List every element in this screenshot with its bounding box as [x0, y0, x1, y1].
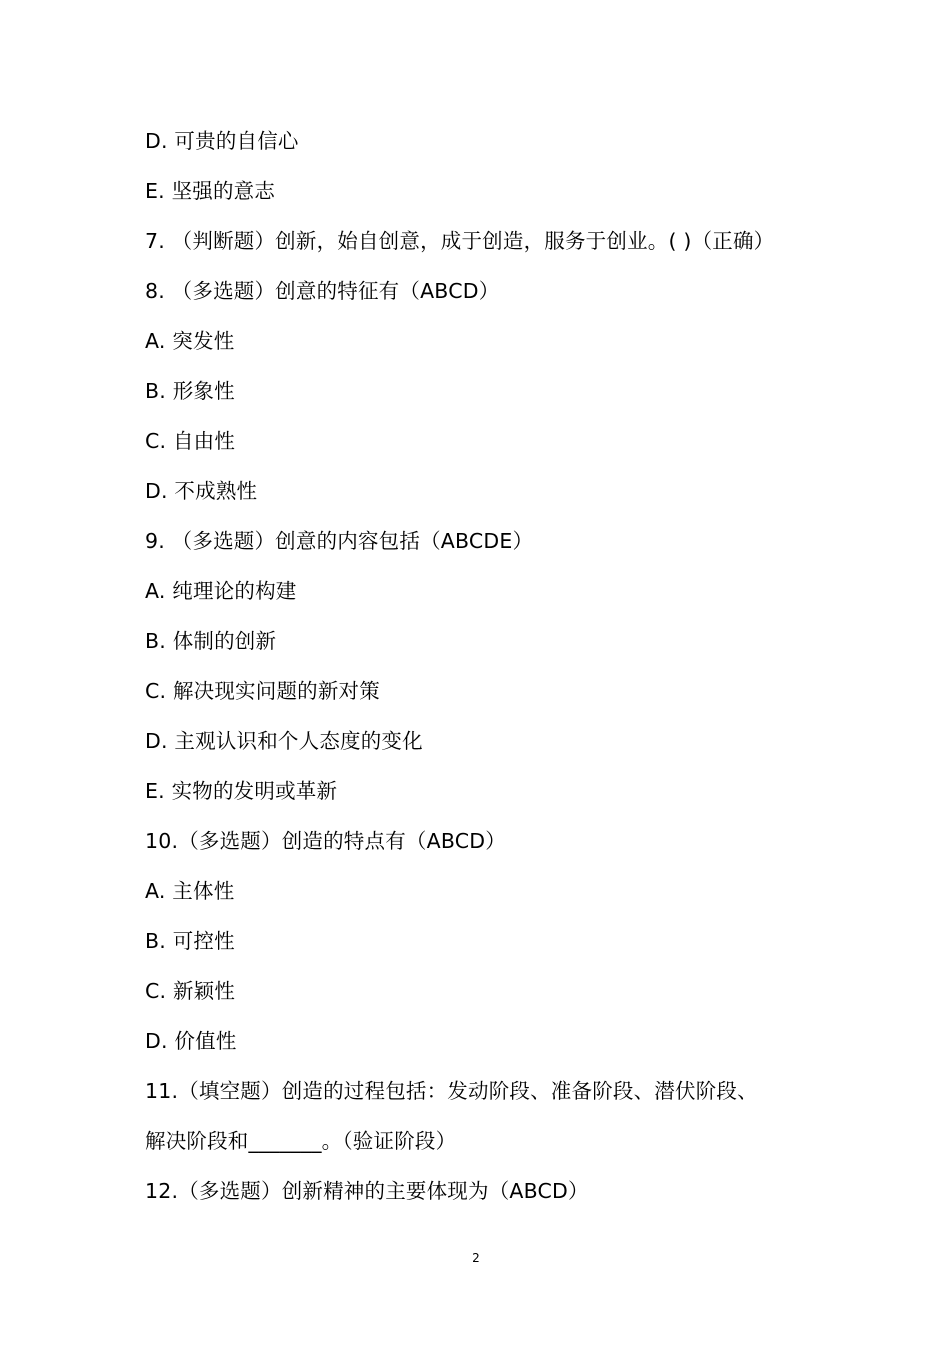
question-line-continued: 解决阶段和_______。（验证阶段）: [145, 1129, 457, 1153]
option-line: E. 实物的发明或革新: [145, 779, 338, 803]
option-line: A. 主体性: [145, 879, 235, 903]
option-line: C. 新颖性: [145, 979, 236, 1003]
question-lines: [145, 116, 825, 1216]
question-line: 7. （判断题）创新，始自创意，成于创造，服务于创业。( )（正确）: [145, 229, 775, 253]
option-line: A. 纯理论的构建: [145, 579, 297, 603]
question-line: 12.（多选题）创新精神的主要体现为（ABCD）: [145, 1179, 589, 1203]
option-line: C. 解决现实问题的新对策: [145, 679, 380, 703]
option-line: B. 体制的创新: [145, 629, 277, 653]
option-line: E. 坚强的意志: [145, 179, 276, 203]
option-line: D. 不成熟性: [145, 479, 258, 503]
question-line: 11.（填空题）创造的过程包括：发动阶段、准备阶段、潜伏阶段、: [145, 1079, 758, 1103]
page-number: 2: [472, 1251, 480, 1265]
option-line: C. 自由性: [145, 429, 236, 453]
question-line: 8. （多选题）创意的特征有（ABCD）: [145, 279, 500, 303]
option-line: D. 主观认识和个人态度的变化: [145, 729, 423, 753]
option-line: A. 突发性: [145, 329, 235, 353]
question-line: 10.（多选题）创造的特点有（ABCD）: [145, 829, 506, 853]
option-line: D. 价值性: [145, 1029, 237, 1053]
option-line: B. 形象性: [145, 379, 235, 403]
question-line: 9. （多选题）创意的内容包括（ABCDE）: [145, 529, 534, 553]
option-line: D. 可贵的自信心: [145, 129, 299, 153]
option-line: B. 可控性: [145, 929, 235, 953]
